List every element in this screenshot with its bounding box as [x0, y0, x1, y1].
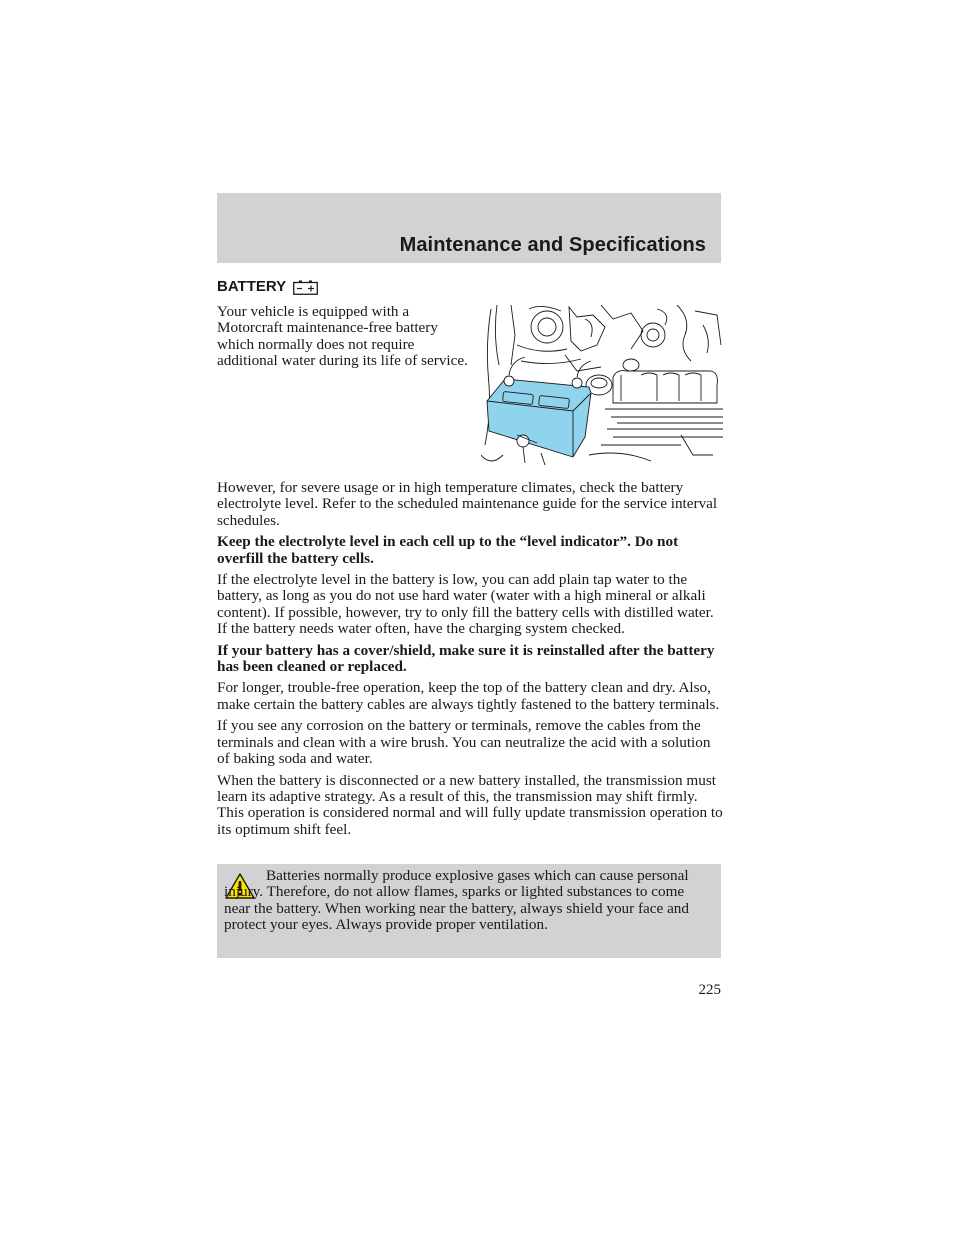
intro-paragraph: Your vehicle is equipped with a Motorcraft maintenance-free battery which normally does not require additional water during its life of service.: [217, 303, 468, 370]
warning-box: [217, 864, 721, 958]
engine-compartment-battery-illustration: [481, 305, 723, 465]
paragraph-clean-dry: For longer, trouble-free operation, keep the top of the battery clean and dry. Also, make certain the battery cables are always tightly fastened to the battery terminals.: [217, 679, 720, 713]
paragraph-cover-shield: If your battery has a cover/shield, make sure it is reinstalled after the battery has been cleaned or replaced.: [217, 641, 715, 676]
body-paragraphs: [217, 480, 723, 843]
battery-icon: [293, 280, 318, 295]
header-band: [217, 193, 721, 263]
warning-text: Batteries normally produce explosive gases which can cause personal injury. Therefore, do not allow flames, sparks or lighted substances to come near the battery. When working near the battery, always shield your face and protect your eyes. Always provide proper ventilation.: [224, 867, 689, 934]
paragraph-electrolyte-level: Keep the electrolyte level in each cell up to the “level indicator”. Do not overfill the battery cells.: [217, 533, 679, 567]
paragraph-transmission: When the battery is disconnected or a new battery installed, the transmission must learn its adaptive strategy. As a result of this, the transmission may shift firmly. This operation is considered normal and will fully update transmission operation to its optimum shift feel.: [217, 771, 723, 838]
section-heading: [217, 278, 318, 295]
paragraph-corrosion: If you see any corrosion on the battery or terminals, remove the cables from the terminals and clean with a wire brush. You can neutralize the acid with a solution of baking soda and water.: [217, 717, 711, 768]
paragraph-severe-usage: However, for severe usage or in high temperature climates, check the battery electrolyte level. Refer to the scheduled maintenance guide for the service interval schedules.: [217, 479, 718, 529]
paragraph-tap-water: If the electrolyte level in the battery is low, you can add plain tap water to the battery, as long as you do not use hard water (water with a high mineral or alkali content). If possible, however, try to only fill the battery cells with distilled water. If the battery needs water often, have the charging system checked.: [217, 571, 714, 638]
section-heading-label: BATTERY: [217, 278, 287, 295]
page-title: Maintenance and Specifications: [399, 234, 706, 256]
page-number: 225: [698, 982, 721, 998]
